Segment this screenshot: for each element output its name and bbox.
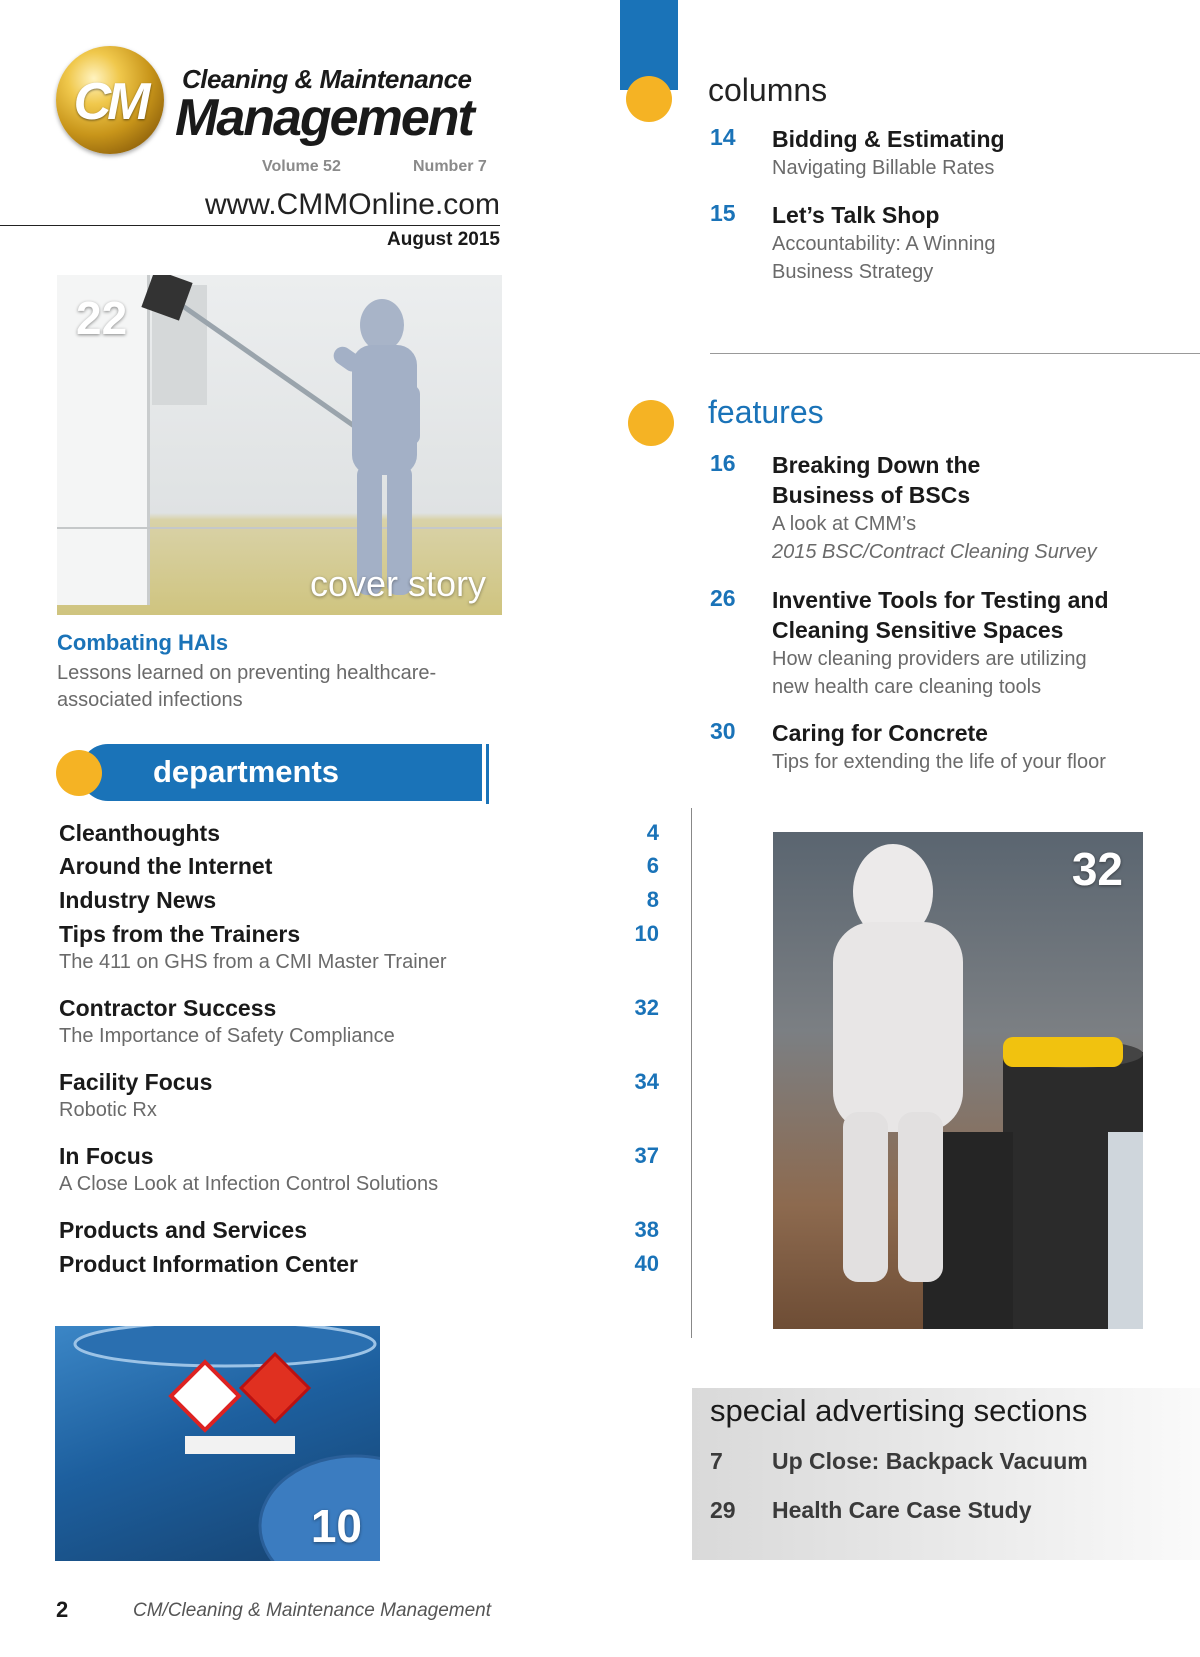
yellow-dot-icon [626,76,672,122]
special-section-page: 29 [710,1497,736,1523]
department-subtitle: The 411 on GHS from a CMI Master Trainer [59,951,447,973]
cover-page-number: 22 [76,292,128,344]
department-item[interactable] [59,921,659,974]
feature-title-line2: Business of BSCs [772,482,971,508]
special-sections-heading: special advertising sections [710,1393,1088,1428]
feature-item[interactable] [710,450,1170,566]
department-item[interactable] [59,1217,659,1244]
logo-title-line2: Management [175,89,473,147]
special-section-title: Health Care Case Study [772,1497,1032,1523]
department-page: 4 [646,820,659,845]
department-title: Facility Focus [59,1069,213,1095]
feature-subtitle-line1: Tips for extending the life of your floor [772,751,1106,773]
feature-subtitle-line1: A look at CMM’s [772,513,917,535]
section-divider [710,353,1200,354]
department-subtitle: The Importance of Safety Compliance [59,1025,395,1047]
features-heading: features [708,394,824,430]
department-item[interactable] [59,1143,659,1196]
department-page: 32 [634,995,659,1020]
column-subtitle-line1: Accountability: A Winning [772,233,996,255]
cover-story-photo[interactable] [57,275,502,615]
yellow-dot-icon [56,750,102,796]
footer-publication: CM/Cleaning & Maintenance Management [133,1600,492,1621]
hazmat-drum-photo[interactable] [55,1326,380,1561]
department-subtitle: A Close Look at Infection Control Solutions [59,1173,439,1195]
feature-subtitle-line2: 2015 BSC/Contract Cleaning Survey [772,541,1097,563]
column-item[interactable] [710,200,1170,286]
departments-heading: departments [153,754,340,789]
department-subtitle: Robotic Rx [59,1099,157,1121]
hazmat-worker-photo[interactable] [773,832,1143,1329]
feature-item[interactable] [710,718,1170,776]
special-section-item[interactable] [710,1448,1088,1475]
feature-page: 16 [710,450,736,476]
column-title: Bidding & Estimating [772,126,1005,152]
special-section-item[interactable] [710,1497,1031,1524]
feature-page: 26 [710,585,736,611]
logo-emblem [56,46,164,154]
feature-page: 30 [710,718,736,744]
feature-title-line2: Cleaning Sensitive Spaces [772,617,1064,643]
feature-title-line1: Breaking Down the [772,452,981,478]
feature-title-line1: Inventive Tools for Testing and [772,587,1109,613]
department-page: 10 [634,921,659,946]
department-page: 8 [646,887,659,912]
yellow-dot-icon [628,400,674,446]
feature-title-line1: Caring for Concrete [772,720,988,746]
logo-letters: CM [73,73,147,131]
column-page: 15 [710,200,736,226]
department-page: 38 [634,1217,659,1242]
feature-subtitle-line1: How cleaning providers are utilizing [772,648,1087,670]
department-page: 37 [634,1143,659,1168]
column-subtitle: Navigating Billable Rates [772,157,995,179]
issue-date: August 2015 [387,229,500,250]
feature-subtitle-line2: new health care cleaning tools [772,676,1042,698]
department-page: 6 [646,853,659,878]
column-item[interactable] [710,124,1170,182]
department-title: Product Information Center [59,1251,359,1277]
special-section-title: Up Close: Backpack Vacuum [772,1448,1088,1474]
department-title: Around the Internet [59,853,273,879]
number-label: Number 7 [413,158,487,175]
worker-illustration [773,832,1143,1329]
column-title: Let’s Talk Shop [772,202,940,228]
column-subtitle-line2: Business Strategy [772,261,934,283]
department-item[interactable] [59,887,659,914]
department-title: Contractor Success [59,995,277,1021]
department-title: In Focus [59,1143,154,1169]
department-page: 34 [634,1069,659,1094]
column-page: 14 [710,124,736,150]
column-divider [691,808,692,1338]
website-url[interactable]: www.CMMOnline.com [204,188,500,221]
columns-heading: columns [708,72,828,108]
department-title: Cleanthoughts [59,820,220,846]
masthead-divider [0,225,500,226]
drum-page-number: 10 [310,1500,362,1552]
department-title: Tips from the Trainers [59,921,301,947]
logo-title-line1: Cleaning & Maintenance [182,64,472,94]
cover-story-subtitle: Lessons learned on preventing healthcare-associated infections [57,662,437,711]
feature-item[interactable] [710,585,1170,701]
volume-label: Volume 52 [262,158,341,175]
special-section-page: 7 [710,1448,723,1474]
department-item[interactable] [59,853,659,880]
department-item[interactable] [59,995,659,1048]
department-item[interactable] [59,1069,659,1122]
department-title: Products and Services [59,1217,307,1243]
department-page: 40 [634,1251,659,1276]
footer-page-number: 2 [56,1597,69,1622]
department-title: Industry News [59,887,217,913]
worker-page-number: 32 [1071,843,1123,895]
cover-story-label: cover story [309,563,486,604]
departments-banner-edge [486,744,489,804]
department-item[interactable] [59,1251,659,1278]
department-item[interactable] [59,820,659,847]
cover-story-title[interactable]: Combating HAIs [57,630,229,655]
